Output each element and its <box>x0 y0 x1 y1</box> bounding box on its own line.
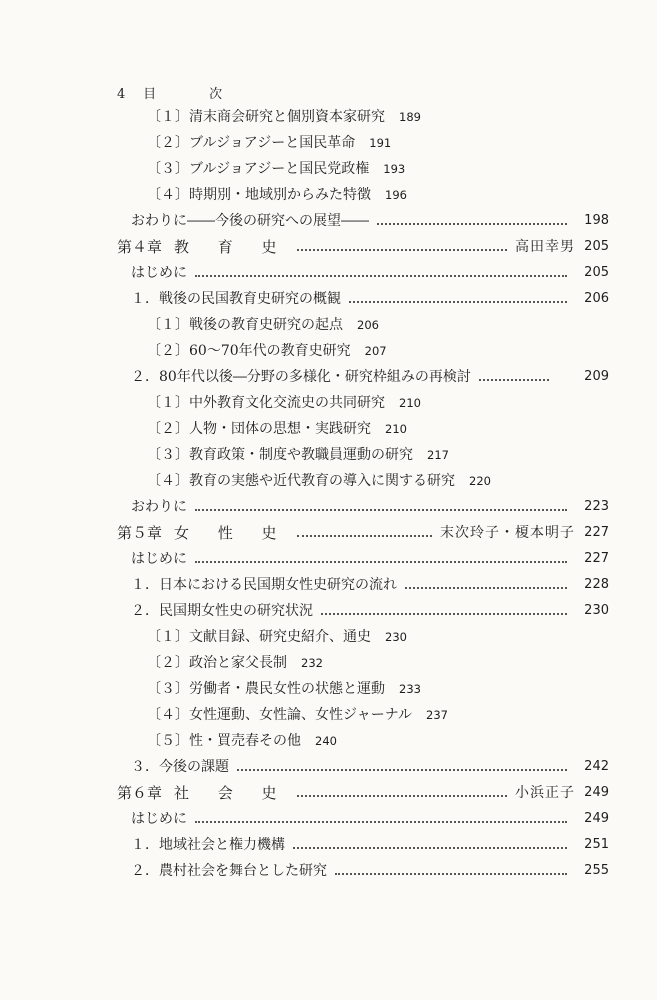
leader-dots <box>349 301 567 303</box>
leader-dots <box>293 847 567 849</box>
toc-entry-label: 〔２〕ブルジョアジーと国民革命 <box>147 135 356 151</box>
chapter-author: 末次玲子・榎本明子 <box>440 525 575 541</box>
toc-entry-label: 〔１〕文献目録、研究史紹介、通史 <box>147 629 371 645</box>
toc-entry-label: 〔１〕清末商会研究と個別資本家研究 <box>147 109 385 125</box>
toc-chapter[interactable] <box>117 521 609 545</box>
toc-entry[interactable] <box>147 651 323 675</box>
toc-entry-page: 232 <box>301 656 323 670</box>
toc-entry-label: はじめに <box>131 265 187 281</box>
toc-entry-page: 205 <box>584 239 609 254</box>
toc-entry[interactable] <box>131 573 609 597</box>
toc-entry[interactable] <box>147 105 421 129</box>
toc-entry-label: おわりに <box>131 499 187 515</box>
toc-entry-page: 210 <box>385 422 407 436</box>
toc-entry[interactable] <box>147 625 407 649</box>
toc-entry-label: ２．農村社会を舞台とした研究 <box>131 863 327 879</box>
toc-chapter[interactable] <box>117 781 609 805</box>
toc-entry-label: １．日本における民国期女性史研究の流れ <box>131 577 397 593</box>
toc-entry-page: 191 <box>369 136 392 150</box>
header-title: 目 次 <box>143 87 243 102</box>
toc-entry[interactable] <box>131 833 609 857</box>
toc-entry-page: 228 <box>584 577 609 592</box>
toc-entry[interactable] <box>131 755 609 779</box>
toc-entry-label: はじめに <box>131 811 187 827</box>
leader-dots <box>405 587 567 589</box>
leader-dots <box>335 873 567 875</box>
toc-entry-page: 230 <box>584 603 609 618</box>
toc-entry-page: 196 <box>385 188 407 202</box>
toc-entry-label: １．戦後の民国教育史研究の概観 <box>131 291 341 307</box>
toc-entry-label: 〔４〕女性運動、女性論、女性ジャーナル <box>147 707 413 723</box>
leader-dots <box>321 613 567 615</box>
chapter-heading <box>117 521 289 545</box>
chapter-author: 高田幸男 <box>515 239 575 255</box>
toc-entry-page: 206 <box>357 318 379 332</box>
toc-entry-page: 249 <box>584 811 609 826</box>
toc-entry-page: 223 <box>584 499 609 514</box>
leader-dots <box>297 535 432 537</box>
toc-entry[interactable] <box>131 287 609 311</box>
toc-entry[interactable] <box>131 261 609 285</box>
chapter-heading <box>117 235 289 259</box>
toc-entry[interactable] <box>147 703 448 727</box>
toc-entry-page: 217 <box>427 448 449 462</box>
toc-entry-page: 255 <box>584 863 609 878</box>
leader-dots <box>195 275 567 277</box>
toc-entry-label: ３．今後の課題 <box>131 759 229 775</box>
toc-entry-page: 242 <box>584 759 609 774</box>
toc-entry[interactable] <box>147 183 407 207</box>
toc-entry-label: 〔１〕中外教育文化交流史の共同研究 <box>147 395 385 411</box>
toc-entry[interactable] <box>131 807 609 831</box>
toc-entry-label: 〔４〕時期別・地域別からみた特徴 <box>147 187 371 203</box>
toc-entry-label: ２．民国期女性史の研究状況 <box>131 603 313 619</box>
toc-entry-page: 198 <box>584 213 609 228</box>
toc-entry[interactable] <box>147 677 421 701</box>
toc-entry-label: おわりに――今後の研究への展望―― <box>131 213 369 229</box>
toc-entry-page: 210 <box>399 396 421 410</box>
toc-entry-page: 205 <box>584 265 609 280</box>
toc-entry-label: はじめに <box>131 551 187 567</box>
chapter-number: 第６章 <box>117 784 163 802</box>
toc-entry-page: 233 <box>399 682 421 696</box>
chapter-number: 第５章 <box>117 524 163 542</box>
toc-entry[interactable] <box>147 417 407 441</box>
header-page-number: 4 <box>117 87 126 102</box>
toc-entry[interactable] <box>147 729 337 753</box>
toc-entry-label: 〔３〕教育政策・制度や教職員運動の研究 <box>147 447 413 463</box>
toc-entry-page: 227 <box>584 551 609 566</box>
toc-entry-label: １．地域社会と権力機構 <box>131 837 285 853</box>
toc-entry-label: 〔２〕人物・団体の思想・実践研究 <box>147 421 371 437</box>
toc-entry[interactable] <box>147 339 387 363</box>
toc-entry-page: 249 <box>584 785 609 800</box>
toc-entry-label: 〔３〕労働者・農民女性の状態と運動 <box>147 681 385 697</box>
toc-entry[interactable] <box>147 391 421 415</box>
chapter-heading <box>117 781 289 805</box>
chapter-title: 教 育 史 <box>174 238 289 256</box>
toc-entry-label: 〔２〕60～70年代の教育史研究 <box>147 343 351 359</box>
toc-entry[interactable] <box>131 547 609 571</box>
toc-entry-page: 237 <box>426 708 448 722</box>
running-header <box>117 83 242 102</box>
chapter-title: 女 性 史 <box>174 524 289 542</box>
leader-dots <box>237 769 567 771</box>
toc-entry-label: 〔４〕教育の実態や近代教育の導入に関する研究 <box>147 473 455 489</box>
toc-entry-page: 240 <box>315 734 337 748</box>
toc-entry-label: ２．80年代以後―分野の多様化・研究枠組みの再検討 <box>131 369 471 385</box>
toc-entry-page: 209 <box>584 369 609 384</box>
toc-entry-label: 〔１〕戦後の教育史研究の起点 <box>147 317 343 333</box>
toc-entry[interactable] <box>131 495 609 519</box>
toc-entry-page: 189 <box>399 110 421 124</box>
leader-dots <box>195 821 567 823</box>
chapter-title: 社 会 史 <box>174 784 289 802</box>
leader-dots <box>479 379 549 381</box>
toc-entry-page: 220 <box>469 474 491 488</box>
toc-entry-page: 251 <box>584 837 609 852</box>
toc-entry[interactable] <box>131 859 609 883</box>
toc-entry-label: 〔５〕性・買売春その他 <box>147 733 301 749</box>
toc-entry[interactable] <box>147 131 391 155</box>
toc-entry-page: 206 <box>584 291 609 306</box>
toc-entry[interactable] <box>131 209 609 233</box>
toc-entry-page: 230 <box>385 630 407 644</box>
toc-chapter[interactable] <box>117 235 609 259</box>
chapter-number: 第４章 <box>117 238 163 256</box>
toc-entry-label: 〔２〕政治と家父長制 <box>147 655 287 671</box>
toc-entry-page: 193 <box>383 162 406 176</box>
leader-dots <box>195 509 567 511</box>
toc-entry[interactable] <box>131 365 609 389</box>
toc-entry[interactable] <box>131 599 609 623</box>
leader-dots <box>297 795 507 797</box>
leader-dots <box>377 223 567 225</box>
toc-entry[interactable] <box>147 313 379 337</box>
leader-dots <box>297 249 507 251</box>
chapter-author: 小浜正子 <box>515 785 575 801</box>
toc-entry-label: 〔３〕ブルジョアジーと国民党政権 <box>147 161 370 177</box>
toc-entry[interactable] <box>147 443 449 467</box>
leader-dots <box>195 561 567 563</box>
toc-entry[interactable] <box>147 157 405 181</box>
toc-entry-page: 207 <box>364 344 387 358</box>
toc-entry[interactable] <box>147 469 491 493</box>
toc-entry-page: 227 <box>584 525 609 540</box>
